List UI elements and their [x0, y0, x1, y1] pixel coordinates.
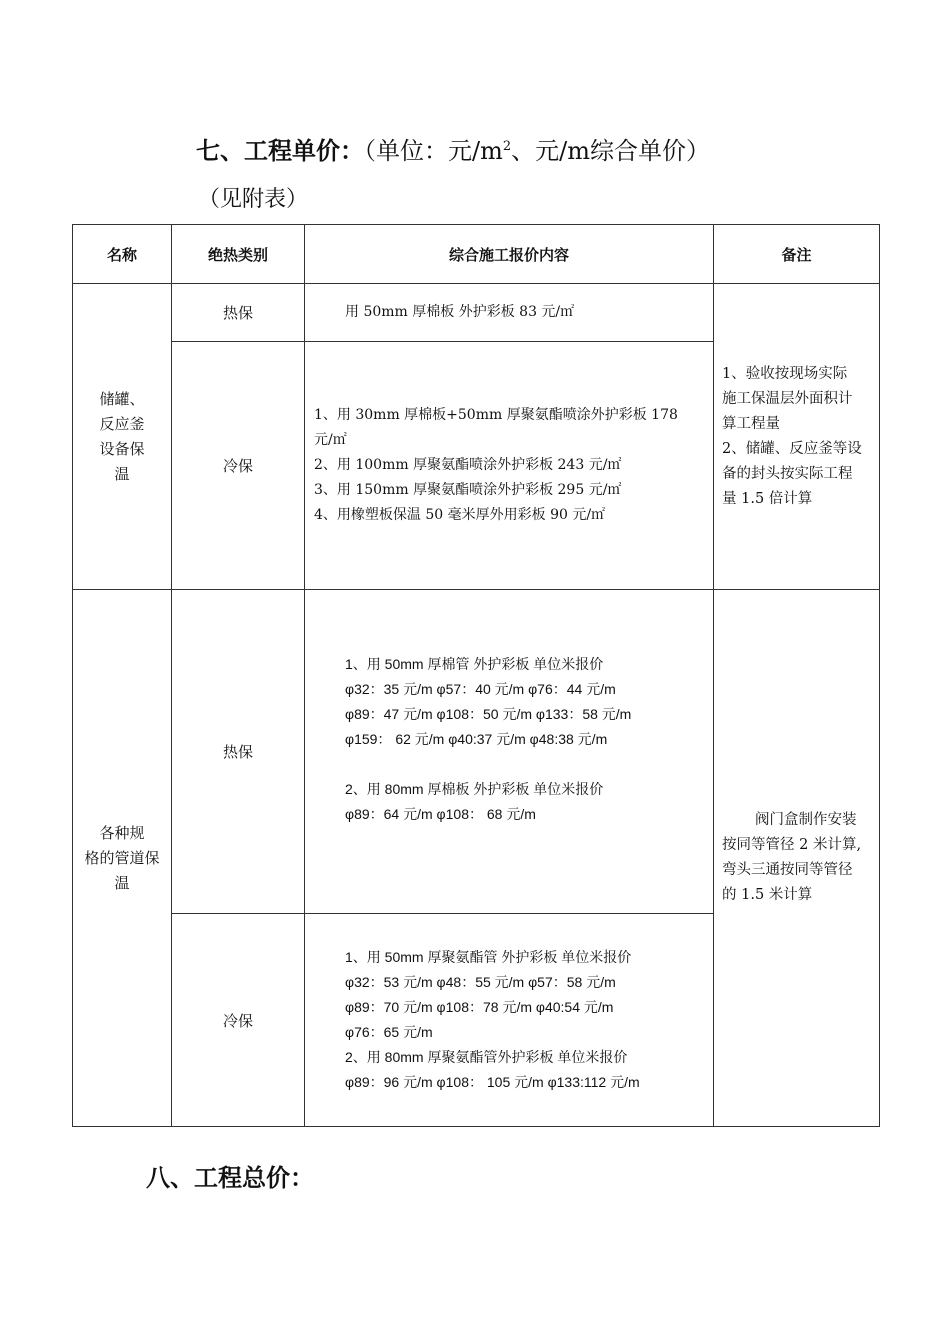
group1-hot-content — [305, 284, 714, 342]
content-line: φ89：70 元/m φ108：78 元/m φ40:54 元/m — [345, 999, 614, 1015]
content-spacer — [345, 752, 713, 777]
note-line: 按同等管径 2 米计算, — [722, 837, 862, 853]
section-7-title: 七、工程单价： — [196, 136, 364, 165]
group2-name-line: 各种规 — [99, 823, 145, 842]
content-line: 2、用 100mm 厚聚氨酯喷涂外护彩板 243 元/㎡ — [314, 457, 622, 473]
content-line: φ32：35 元/m φ57：40 元/m φ76：44 元/m — [345, 680, 616, 697]
table-row — [73, 284, 880, 342]
group1-note-cell — [714, 284, 880, 590]
note-line: 的 1.5 米计算 — [722, 887, 813, 903]
group2-cold-type: 冷保 — [172, 914, 305, 1127]
note-line: 量 1.5 倍计算 — [722, 490, 813, 507]
group1-hot-type: 热保 — [172, 284, 305, 342]
note-line: 算工程量 — [722, 415, 780, 432]
section-8-heading: 八、工程总价： — [146, 1163, 314, 1192]
content-line: 4、用橡塑板保温 50 毫米厚外用彩板 90 元/㎡ — [314, 507, 606, 523]
content-line: 1、用 30mm 厚棉板+50mm 厚聚氨酯喷涂外护彩板 178 — [314, 407, 678, 423]
content-line: φ76：65 元/m — [345, 1024, 433, 1040]
content-line: 1、用 50mm 厚聚氨酯管 外护彩板 单位米报价 — [345, 949, 632, 965]
note-line: 1、验收按现场实际 — [722, 365, 848, 382]
note-line: 阀门盒制作安装 — [755, 812, 857, 828]
table-header-row — [73, 225, 880, 284]
group2-name-line: 温 — [114, 873, 130, 892]
content-line: φ89：96 元/m φ108： 105 元/m φ133:112 元/m — [345, 1074, 640, 1090]
section-7-unit-superscript: 2 — [502, 139, 512, 154]
group2-note-cell — [714, 590, 880, 1127]
group2-cold-content — [305, 914, 714, 1127]
section-7-heading — [196, 132, 710, 166]
header-note: 备注 — [714, 225, 880, 284]
content-line: 用 50mm 厚棉板 外护彩板 83 元/㎡ — [345, 304, 575, 320]
group1-cold-content — [305, 342, 714, 590]
header-insulation-type: 绝热类别 — [172, 225, 305, 284]
content-line: 1、用 50mm 厚棉管 外护彩板 单位米报价 — [345, 655, 604, 672]
group1-name-cell — [73, 284, 172, 590]
content-spacer — [345, 827, 713, 852]
group1-name-line: 反应釜 — [99, 414, 145, 433]
see-attachment-note: （见附表） — [198, 187, 309, 212]
unit-price-table — [72, 224, 880, 1127]
section-7-unit: （单位：元/m — [364, 137, 503, 165]
content-line: φ89：64 元/m φ108： 68 元/m — [345, 805, 536, 822]
group1-name-line: 温 — [114, 464, 130, 483]
group2-hot-type: 热保 — [172, 590, 305, 914]
table-row — [73, 590, 880, 914]
content-line: φ89：47 元/m φ108：50 元/m φ133：58 元/m — [345, 705, 632, 722]
note-line: 备的封头按实际工程 — [722, 465, 853, 482]
content-line: φ159： 62 元/m φ40:37 元/m φ48:38 元/m — [345, 730, 608, 747]
note-line: 2、储罐、反应釜等设 — [722, 440, 862, 457]
header-content: 综合施工报价内容 — [305, 225, 714, 284]
content-line: φ32：53 元/m φ48：55 元/m φ57：58 元/m — [345, 974, 616, 990]
content-line: 2、用 80mm 厚聚氨酯管外护彩板 单位米报价 — [345, 1049, 628, 1065]
group2-name-line: 格的管道保 — [84, 848, 160, 867]
group2-hot-content — [305, 590, 714, 914]
group2-name-cell — [73, 590, 172, 1127]
group1-cold-type: 冷保 — [172, 342, 305, 590]
note-line: 施工保温层外面积计 — [722, 390, 853, 407]
header-name: 名称 — [73, 225, 172, 284]
group1-name-line: 设备保 — [99, 439, 145, 458]
group1-name-line: 储罐、 — [99, 389, 145, 408]
section-7-unit-tail: 、元/m综合单价） — [511, 137, 710, 165]
note-line: 弯头三通按同等管径 — [722, 862, 853, 878]
content-line: 2、用 80mm 厚棉板 外护彩板 单位米报价 — [345, 780, 604, 797]
content-line: 元/㎡ — [314, 432, 347, 448]
content-line: 3、用 150mm 厚聚氨酯喷涂外护彩板 295 元/㎡ — [314, 482, 622, 498]
